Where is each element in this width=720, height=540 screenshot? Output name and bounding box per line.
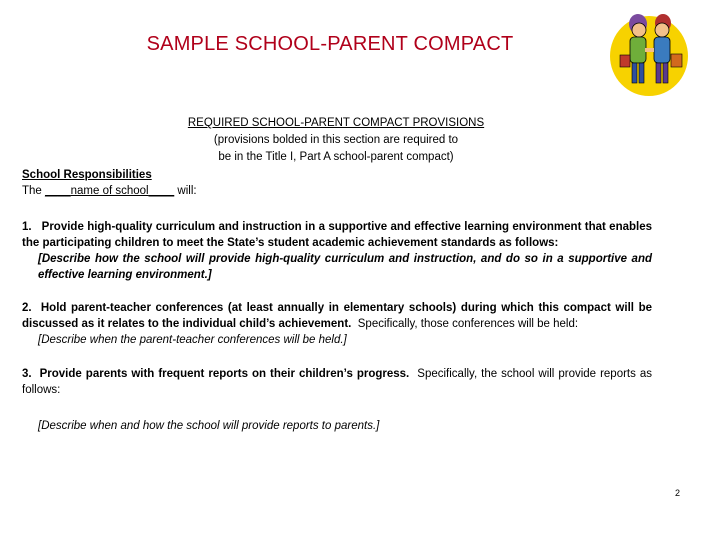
list-item: 3. Provide parents with frequent reports on their children’s progress. Specifically, the school will provide reports as follows: [Describe when and how the school will provide reports to parents.] [22, 368, 653, 432]
parents-handshake-icon [608, 10, 690, 96]
item-requirement: Provide high-quality curriculum and instruction in a supportive and effective learning environment that enables the participating children to meet the State’s student academic achievement standards as follows: [22, 221, 653, 249]
item-instruction: [Describe when the parent-teacher conferences will be held.] [38, 334, 347, 346]
page-title: SAMPLE SCHOOL-PARENT COMPACT [146, 33, 514, 55]
responsibilities-line [22, 183, 197, 199]
provisions-header [150, 115, 522, 166]
school-name-blank: ____name of school____ [45, 185, 175, 197]
the-word: The [22, 185, 42, 197]
provisions-note-line-2: be in the Title I, Part A school-parent compact) [218, 151, 454, 163]
item-detail: Specifically, the school will provide reports as follows: [22, 368, 653, 396]
item-requirement: Hold parent-teacher conferences (at least annually in elementary schools) during which this compact will be discussed as it relates to the individual child’s achievement. [22, 302, 653, 330]
responsibilities-heading: School Responsibilities [22, 169, 152, 181]
will-word: will: [177, 185, 197, 197]
list-item: 2. Hold parent-teacher conferences (at least annually in elementary schools) during which this compact will be discussed as it relates to the individual child’s achievement. Specifically, those conferences will be held: [Describe when the parent-teacher conferences will be held.] [22, 302, 653, 346]
item-instruction: [Describe how the school will provide high-quality curriculum and instruction, and do so in a supportive and effective learning environment.] [38, 253, 652, 281]
list-item: 1. Provide high-quality curriculum and instruction in a supportive and effective learning environment that enables the participating children to meet the State’s student academic achievement standards as follows: [Describe how the school will provide high-quality curriculum and instruction, and do so in a supportive and effective learning environment.] [22, 221, 653, 281]
provisions-heading: REQUIRED SCHOOL-PARENT COMPACT PROVISIONS [187, 117, 485, 129]
item-requirement: Provide parents with frequent reports on their children’s progress. [39, 368, 410, 380]
item-instruction: [Describe when and how the school will provide reports to parents.] [38, 420, 380, 432]
school-responsibilities [22, 167, 197, 199]
provisions-note-line-1: (provisions bolded in this section are required to [213, 134, 459, 146]
page-number: 2 [674, 488, 680, 498]
item-detail: Specifically, those conferences will be held: [357, 318, 579, 330]
